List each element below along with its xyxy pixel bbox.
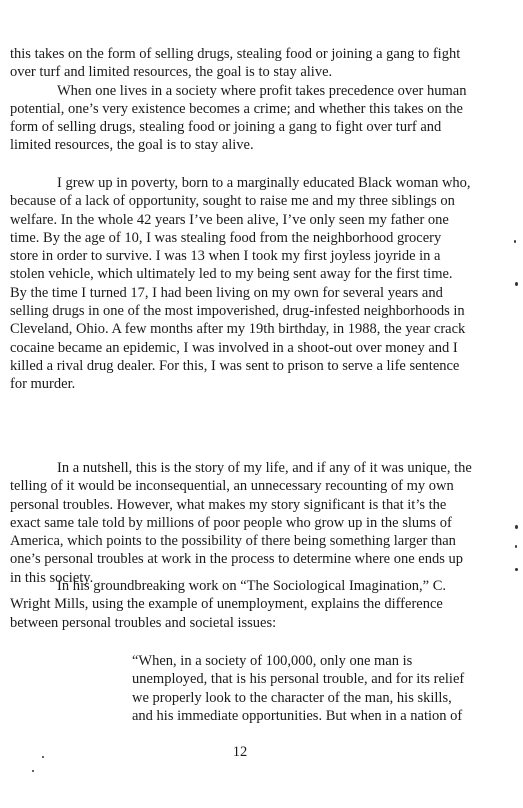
paragraph-poverty-text: I grew up in poverty, born to a marginally educated Black woman who, because of a lack of opportunity, sought to raise me and my three siblings on welfare. In the whole 42 years I’ve been alive, I’ve only seen my father one time. By the age of 10, I was stealing food from the neighborhood grocery store in order to survive. I was 13 when I took my first joyless joyride in a stolen vehicle, which ultimately led to my being sent away for the first time. By the time I turned 17, I had been living on my own for several years and selling drugs in one of the most impoverished, drug-infested neighborhoods in Cleveland, Ohio. A few months after my 19th birthday, in 1988, the year crack cocaine became an epidemic, I was involved in a shoot-out over money and I killed a rival drug dealer. For this, I was sent to prison to serve a life sentence for murder. <box>10 175 471 393</box>
scan-speck <box>515 545 517 548</box>
scan-speck <box>32 770 34 772</box>
page-number: 12 <box>232 744 248 760</box>
paragraph-nutshell <box>10 459 472 587</box>
scan-speck <box>514 240 516 243</box>
scan-speck <box>515 282 518 286</box>
paragraph-nutshell-text: In a nutshell, this is the story of my life, and if any of it was unique, the telling of it would be inconsequential, an unnecessary recounting of my own personal troubles. However, what makes my story significant is that it’s the exact same tale told by millions of poor people who grow up in the slums of America, which points to the possibility of there being something larger than one’s personal troubles at work in the process to determine where one ends up in this society. <box>10 460 472 586</box>
paragraph-mills <box>10 577 472 632</box>
scan-speck <box>515 525 518 529</box>
block-quote <box>132 652 472 725</box>
scan-speck <box>515 568 518 571</box>
paragraph-mills-text: In his groundbreaking work on “The Sociological Imagination,” C. Wright Mills, using the example of unemployment, explains the difference between personal troubles and societal issues: <box>10 578 446 631</box>
paragraph-continuation: this takes on the form of selling drugs, stealing food or joining a gang to fight over turf and limited resources, the goal is to stay alive. <box>10 46 461 81</box>
paragraph-profit: When one lives in a society where profit takes precedence over human potential, one’s very existence becomes a crime; and whether this takes on the form of selling drugs, stealing food or joining a gang to fight over turf and limited resources, the goal is to stay alive. <box>10 82 467 154</box>
block-quote-text: “When, in a society of 100,000, only one man is unemployed, that is his personal trouble, and for its relief we properly look to the character of the man, his skills, and his immediate opportunities. But when in a nation of <box>132 653 465 724</box>
paragraph-poverty <box>10 174 472 394</box>
scan-speck <box>42 756 44 758</box>
opening-paragraphs <box>10 45 472 155</box>
